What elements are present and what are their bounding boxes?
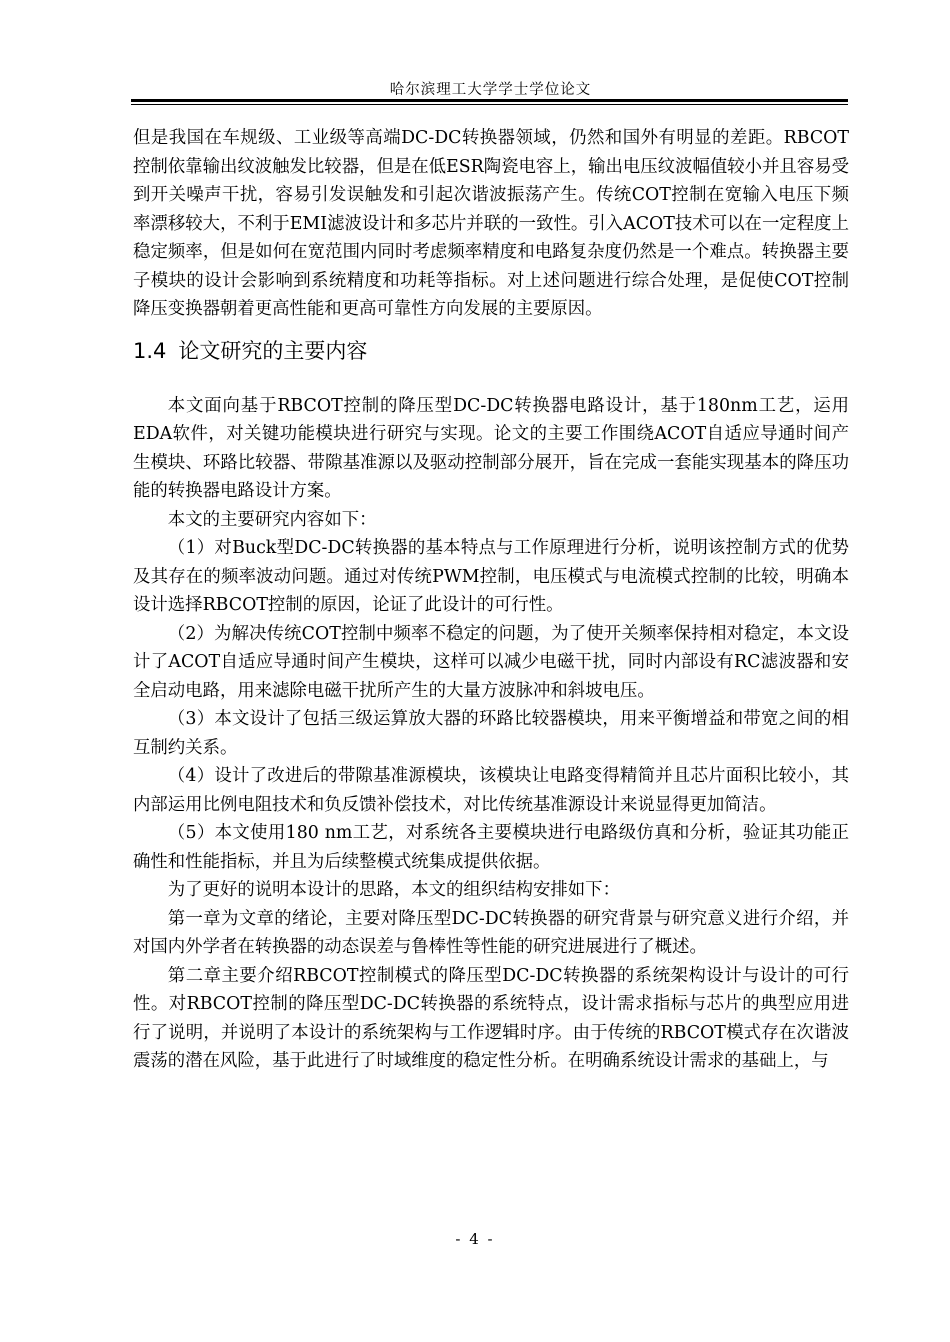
list-item: （3）本文设计了包括三级运算放大器的环路比较器模块，用来平衡增益和带宽之间的相互制约关系。	[133, 709, 849, 758]
section-number: 1.4	[133, 338, 167, 363]
body-paragraph: 第二章主要介绍RBCOT控制模式的降压型DC-DC转换器的系统架构设计与设计的可行性。对RBCOT控制的降压型DC-DC转换器的系统特点，设计需求指标与芯片的典型应用进行了说明，并说明了本设计的系统架构与工作逻辑时序。由于传统的RBCOT模式存在次谐波震荡的潜在风险，基于此进行了时域维度的稳定性分析。在明确系统设计需求的基础上，与	[133, 965, 849, 1071]
section-heading	[133, 336, 849, 366]
list-item: （2）为解决传统COT控制中频率不稳定的问题，为了使开关频率保持相对稳定，本文设计了ACOT自适应导通时间产生模块，这样可以减少电磁干扰，同时内部设有RC滤波器和安全启动电路，用来滤除电磁干扰所产生的大量方波脉冲和斜坡电压。	[133, 623, 849, 701]
page-number: - 4 -	[455, 1230, 495, 1248]
body-paragraph: 为了更好的说明本设计的思路，本文的组织结构安排如下：	[167, 880, 620, 900]
page-body	[133, 124, 849, 1076]
body-paragraph: 但是我国在车规级、工业级等高端DC-DC转换器领域，仍然和国外有明显的差距。RBCOT控制依靠输出纹波触发比较器，但是在低ESR陶瓷电容上，输出电压纹波幅值较小并且容易受到开关噪声干扰，容易引发误触发和引起次谐波振荡产生。传统COT控制在宽输入电压下频率漂移较大，不利于EMI滤波设计和多芯片并联的一致性。引入ACOT技术可以在一定程度上稳定频率，但是如何在宽范围内同时考虑频率精度和电路复杂度仍然是一个难点。转换器主要子模块的设计会影响到系统精度和功耗等指标。对上述问题进行综合处理，是促使COT控制降压变换器朝着更高性能和更高可靠性方向发展的主要原因。	[133, 128, 849, 319]
list-item: （5）本文使用180 nm工艺，对系统各主要模块进行电路级仿真和分析，验证其功能正确性和性能指标，并且为后续整模式统集成提供依据。	[133, 823, 849, 872]
body-paragraph: 本文的主要研究内容如下：	[167, 509, 377, 530]
header-rule-thin	[131, 104, 848, 105]
list-item: （1）对Buck型DC-DC转换器的基本特点与工作原理进行分析，说明该控制方式的优势及其存在的频率波动问题。通过对传统PWM控制，电压模式与电流模式控制的比较，明确本设计选择RBCOT控制的原因，论证了此设计的可行性。	[133, 538, 849, 615]
body-paragraph: 第一章为文章的绪论，主要对降压型DC-DC转换器的研究背景与研究意义进行介绍，并对国内外学者在转换器的动态误差与鲁棒性等性能的研究进展进行了概述。	[133, 908, 849, 957]
running-header: 哈尔滨理工大学学士学位论文	[389, 82, 592, 98]
section-title: 论文研究的主要内容	[178, 338, 368, 363]
header-rule-thick	[131, 99, 848, 102]
body-paragraph: 本文面向基于RBCOT控制的降压型DC-DC转换器电路设计，基于180nm工艺，运用EDA软件，对关键功能模块进行研究与实现。论文的主要工作围绕ACOT自适应导通时间产生模块、环路比较器、带隙基准源以及驱动控制部分展开，旨在完成一套能实现基本的降压功能的转换器电路设计方案。	[133, 395, 849, 501]
list-item: （4）设计了改进后的带隙基准源模块，该模块让电路变得精简并且芯片面积比较小，其内部运用比例电阻技术和负反馈补偿技术，对比传统基准源设计来说显得更加简洁。	[133, 766, 849, 815]
